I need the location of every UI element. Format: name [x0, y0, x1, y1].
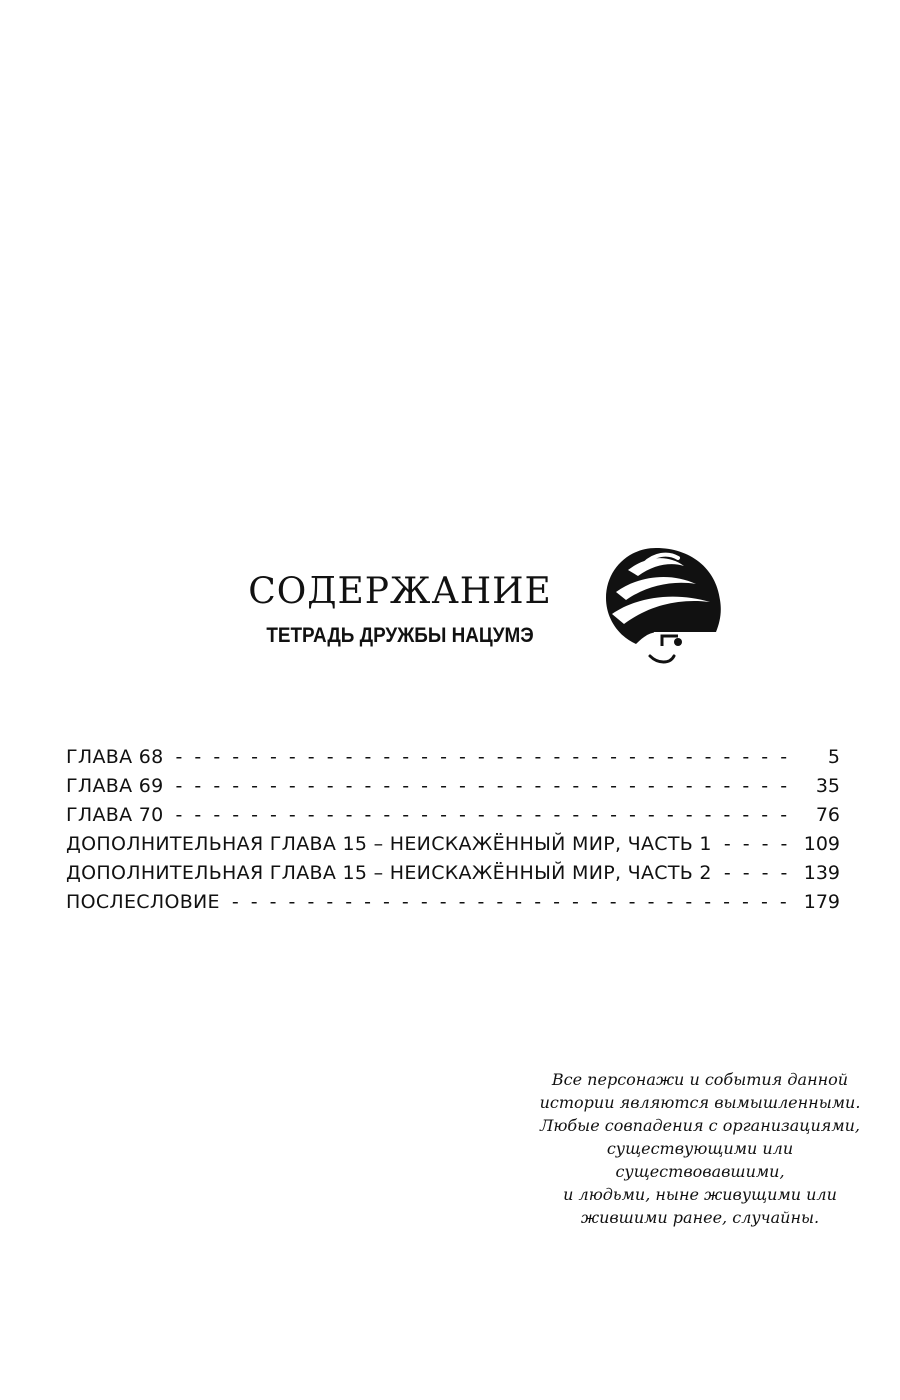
toc-entry-label: ГЛАВА 70 [66, 804, 164, 826]
disclaimer-line: существующими или существовавшими, [606, 1139, 794, 1181]
toc-entry [66, 801, 840, 830]
toc-leader [176, 772, 798, 801]
toc-entry-page: 5 [827, 746, 840, 768]
toc-entry-label: ГЛАВА 69 [66, 775, 164, 797]
toc-header [240, 570, 560, 650]
toc-entry [66, 859, 840, 888]
table-of-contents [66, 743, 840, 917]
disclaimer-text [520, 1068, 880, 1229]
disclaimer-line: Любые совпадения с организациями, [539, 1116, 861, 1135]
toc-entry-label: ГЛАВА 68 [66, 746, 164, 768]
stylized-face-logo-icon [598, 540, 722, 670]
toc-leader [176, 801, 798, 830]
toc-entry-page: 76 [815, 804, 840, 826]
toc-entry-page: 35 [815, 775, 840, 797]
toc-entry [66, 743, 840, 772]
toc-entry [66, 830, 840, 859]
toc-leader [724, 830, 792, 859]
disclaimer-line: истории являются вымышленными. [539, 1093, 861, 1112]
toc-leader [176, 743, 798, 772]
toc-entry-label: ДОПОЛНИТЕЛЬНАЯ ГЛАВА 15 – НЕИСКАЖЁННЫЙ МИР, ЧАСТЬ 2 [66, 862, 712, 884]
toc-entry-label: ДОПОЛНИТЕЛЬНАЯ ГЛАВА 15 – НЕИСКАЖЁННЫЙ МИР, ЧАСТЬ 1 [66, 833, 712, 855]
disclaimer-line: жившими ранее, случайны. [580, 1208, 820, 1227]
toc-entry [66, 772, 840, 801]
toc-leader [724, 859, 792, 888]
toc-entry-page: 109 [803, 833, 840, 855]
toc-entry-page: 139 [803, 862, 840, 884]
toc-leader [232, 888, 792, 917]
toc-entry-page: 179 [803, 891, 840, 913]
page-title: СОДЕРЖАНИЕ [248, 571, 552, 612]
toc-entry [66, 888, 840, 917]
disclaimer-line: Все персонажи и события данной [551, 1070, 849, 1089]
toc-entry-label: ПОСЛЕСЛОВИЕ [66, 891, 220, 913]
book-title: ТЕТРАДЬ ДРУЖБЫ НАЦУМЭ [266, 624, 534, 647]
disclaimer-line: и людьми, ныне живущими или [563, 1185, 837, 1204]
